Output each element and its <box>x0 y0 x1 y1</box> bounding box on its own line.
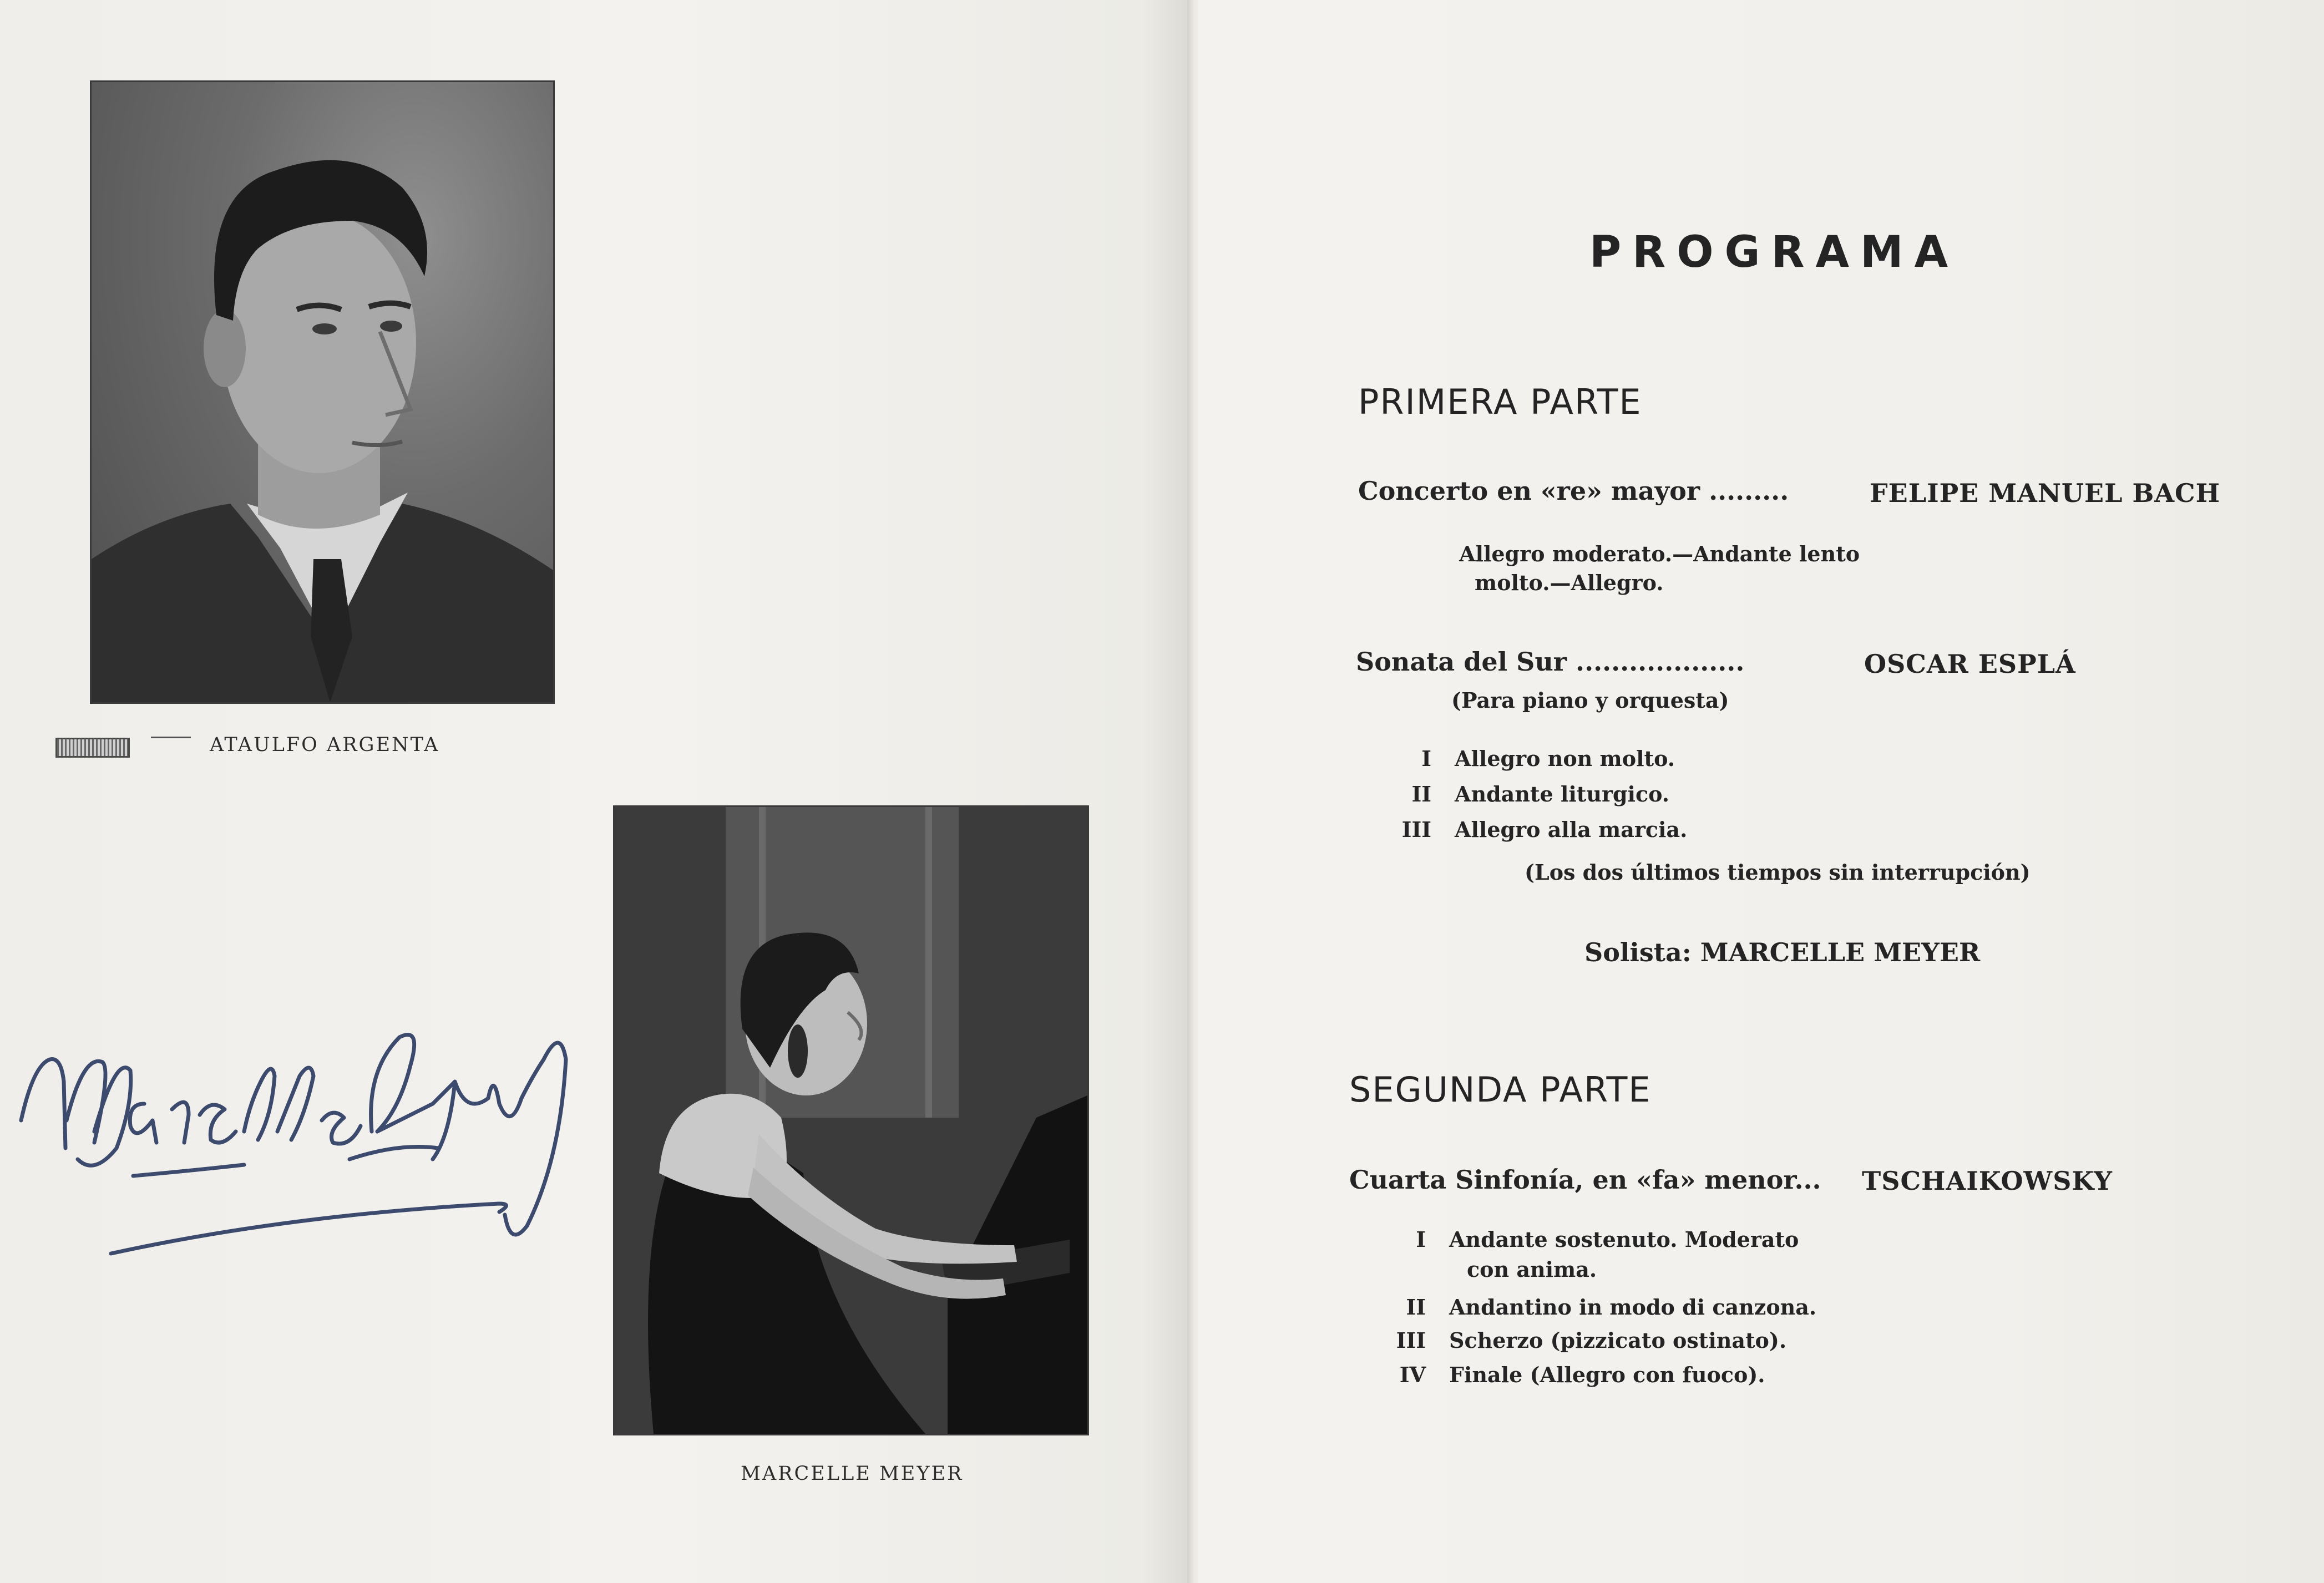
movement-number: II <box>1406 1295 1426 1320</box>
portrait-photo-argenta <box>90 80 555 704</box>
work-sonata-title: Sonata del Sur ................... <box>1356 647 1745 677</box>
portrait-illustration <box>92 82 553 702</box>
movement-text: Andante sostenuto. Moderato <box>1449 1227 1799 1252</box>
movement-number: IV <box>1399 1362 1426 1387</box>
work-concerto-movements-line2: molto.—Allegro. <box>1475 570 1664 595</box>
stamp-mark <box>55 738 130 758</box>
movement-text: Finale (Allegro con fuoco). <box>1449 1362 1765 1387</box>
movement-text: Allegro non molto. <box>1455 746 1675 771</box>
work-sonata-composer: OSCAR ESPLÁ <box>1864 649 2076 679</box>
movement-text: Andantino in modo di canzona. <box>1449 1295 1817 1320</box>
soloist-line: Solista: MARCELLE MEYER <box>1584 937 1981 967</box>
movement-text: Andante liturgico. <box>1455 782 1670 806</box>
dash-mark <box>151 737 191 746</box>
work-concerto-title: Concerto en «re» mayor ......... <box>1358 476 1789 506</box>
signature-illustration <box>11 993 599 1270</box>
movement-number: I <box>1421 746 1431 771</box>
movement-text: Allegro alla marcia. <box>1455 817 1688 842</box>
caption-argenta: ATAULFO ARGENTA <box>210 734 440 756</box>
caption-meyer: MARCELLE MEYER <box>741 1463 964 1485</box>
work-concerto-composer: FELIPE MANUEL BACH <box>1870 478 2221 508</box>
movement-text-continued: con anima. <box>1467 1257 1597 1282</box>
movement-number: I <box>1416 1227 1426 1252</box>
work-sonata-subtitle: (Para piano y orquesta) <box>1451 688 1729 713</box>
movement-number: II <box>1411 782 1431 806</box>
work-concerto-movements-line1: Allegro moderato.—Andante lento <box>1459 541 1860 566</box>
programa-title: PROGRAMA <box>1589 227 1959 277</box>
pianist-illustration <box>615 807 1087 1434</box>
work-sinfonia-title: Cuarta Sinfonía, en «fa» menor... <box>1349 1165 1821 1195</box>
handwritten-signature <box>11 993 599 1270</box>
movement-text: Scherzo (pizzicato ostinato). <box>1449 1328 1787 1353</box>
portrait-photo-meyer <box>613 805 1089 1435</box>
primera-parte-heading: PRIMERA PARTE <box>1358 382 1642 422</box>
segunda-parte-heading: SEGUNDA PARTE <box>1349 1069 1652 1110</box>
sonata-note: (Los dos últimos tiempos sin interrupción) <box>1525 860 2031 885</box>
movement-number: III <box>1396 1328 1426 1353</box>
movement-number: III <box>1401 817 1431 842</box>
work-sinfonia-composer: TSCHAIKOWSKY <box>1862 1166 2113 1196</box>
